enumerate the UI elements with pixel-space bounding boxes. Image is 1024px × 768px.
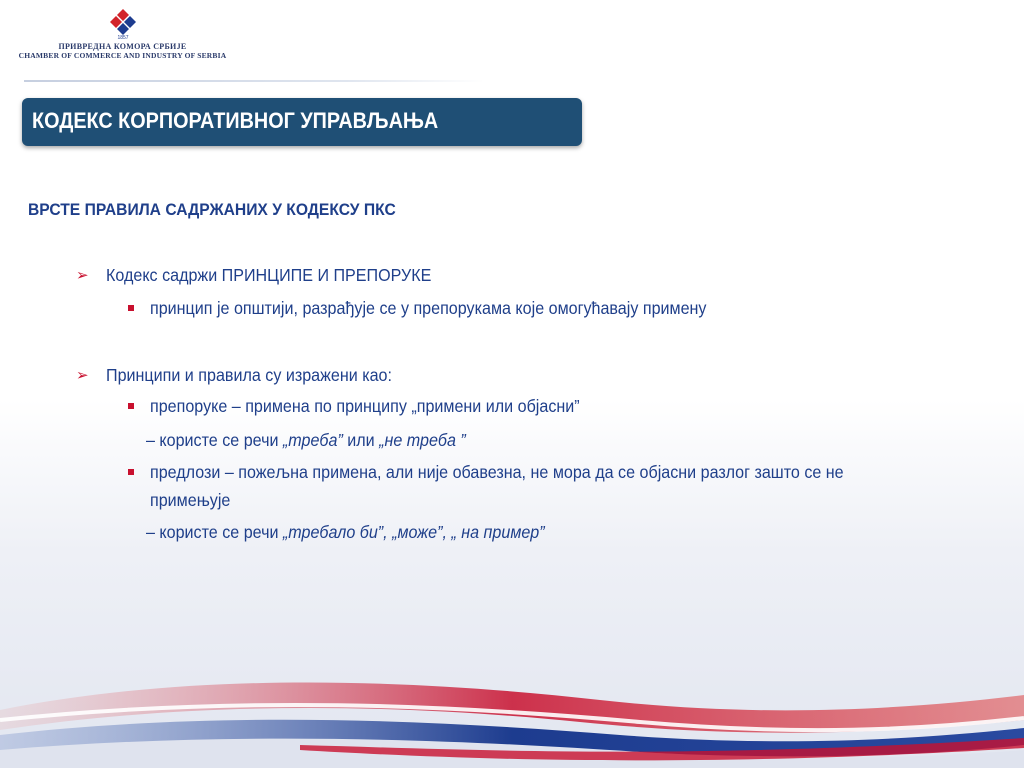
sub-bullet-proposals-line2: примењује — [150, 490, 231, 510]
logo-name-english: CHAMBER OF COMMERCE AND INDUSTRY OF SERBIA — [18, 51, 227, 60]
decorative-waves — [0, 600, 1024, 768]
note-word-should-not: „не треба ” — [379, 430, 466, 450]
slide-title-bar — [22, 98, 582, 146]
sub-bullet-principle: принцип је општији, разрађује се у препорукама које омогућавају примену — [150, 298, 707, 318]
square-bullet-icon — [128, 469, 134, 475]
note-conjunction: или — [342, 430, 380, 450]
svg-text:1857: 1857 — [116, 35, 129, 40]
recommendations-note — [146, 430, 466, 451]
square-bullet-icon — [128, 305, 134, 311]
note-prefix: – користе се речи — [146, 430, 283, 450]
section-heading: ВРСТЕ ПРАВИЛА САДРЖАНИХ У КОДЕКСУ ПКС — [28, 200, 396, 219]
bullet-codes-contains: Кодекс садржи ПРИНЦИПЕ И ПРЕПОРУКЕ — [106, 265, 432, 285]
slide-title: КОДЕКС КОРПОРАТИВНОГ УПРАВЉАЊА — [32, 108, 439, 133]
note-word-should: „треба” — [282, 430, 343, 450]
note-prefix: – користе се речи — [146, 522, 283, 542]
square-bullet-icon — [128, 403, 134, 409]
sub-bullet-proposals-line1: предлози – пожељна примена, али није обавезна, не мора да се објасни разлог зашто се не — [150, 462, 844, 482]
header-divider — [24, 80, 484, 82]
arrow-bullet-icon: ➢ — [76, 267, 89, 284]
note-words-proposals: „требало би”, „може”, „ на пример” — [282, 522, 545, 542]
arrow-bullet-icon: ➢ — [76, 367, 89, 384]
proposals-note — [146, 522, 545, 543]
logo-name-serbian: ПРИВРЕДНА КОМОРА СРБИЈЕ — [58, 42, 187, 51]
sub-bullet-recommendations: препоруке – примена по принципу „примени или објасни” — [150, 396, 580, 416]
chamber-logo — [10, 8, 235, 60]
bullet-expressed-as: Принципи и правила су изражени као: — [106, 365, 392, 385]
chamber-emblem-icon — [108, 8, 138, 40]
